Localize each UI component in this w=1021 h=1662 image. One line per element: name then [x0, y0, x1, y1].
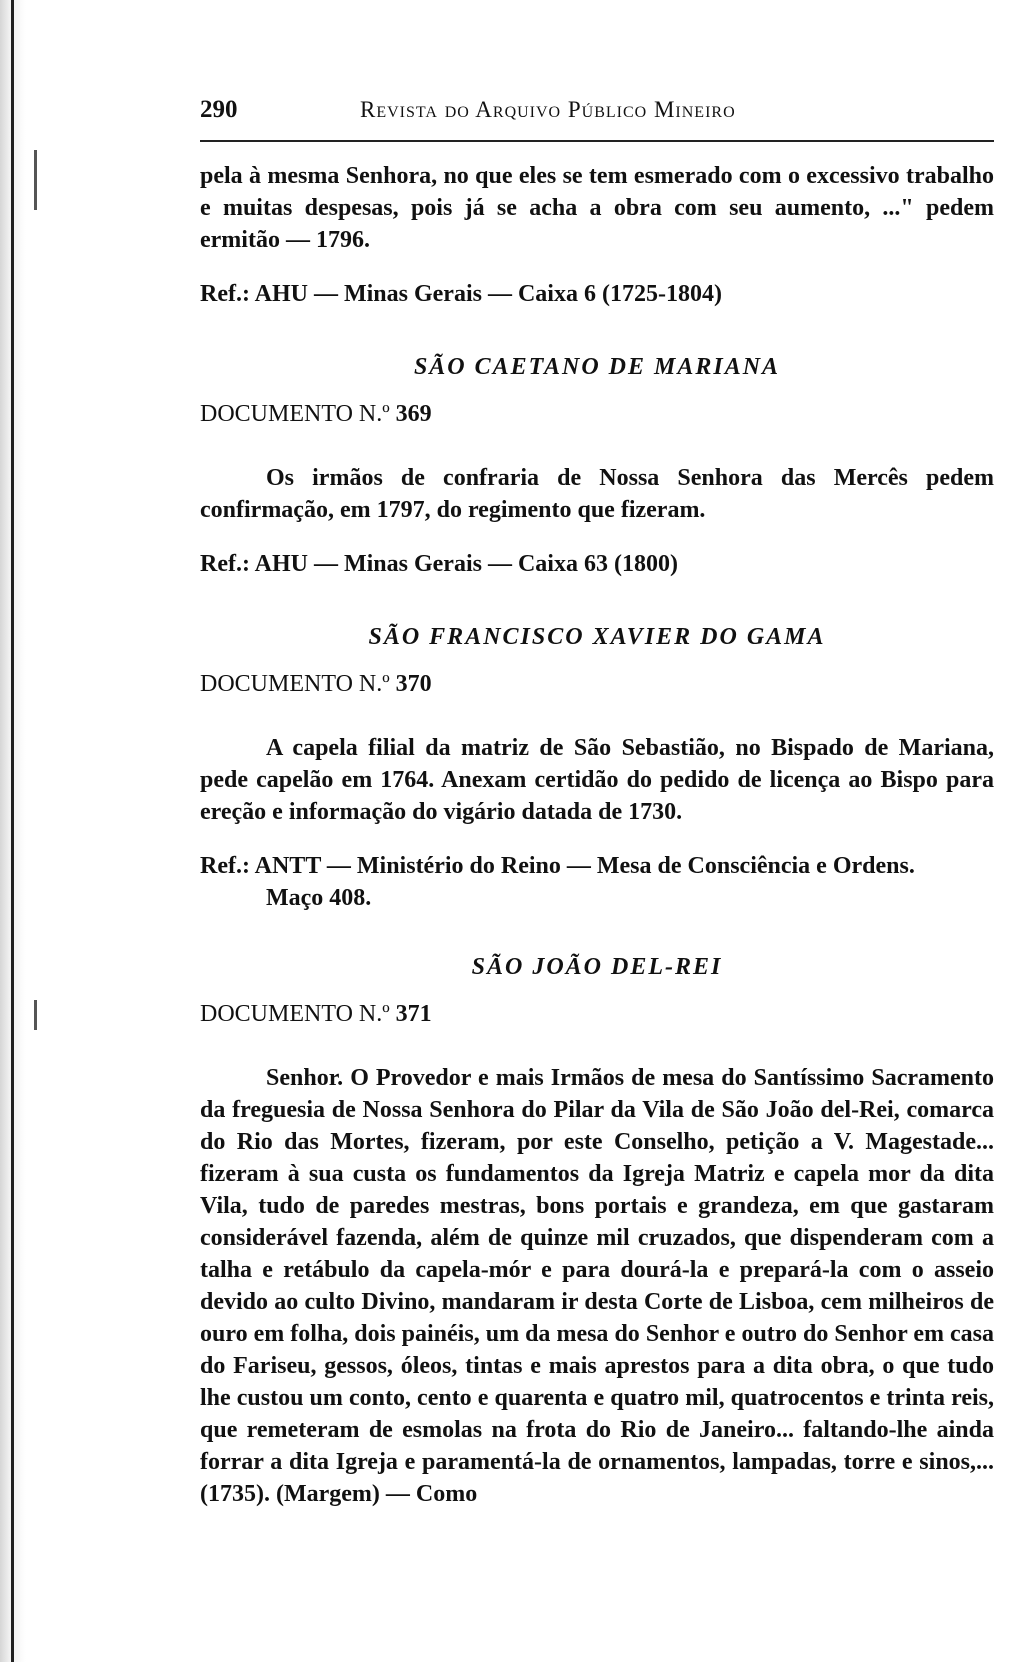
document-number	[200, 401, 994, 428]
page-number: 290	[200, 96, 238, 123]
page-header	[200, 96, 994, 142]
binding-mark	[34, 150, 37, 210]
opening-reference: Ref.: AHU — Minas Gerais — Caixa 6 (1725-1804)	[200, 281, 722, 307]
document-number	[200, 671, 994, 698]
page	[200, 96, 994, 1510]
place-heading: SÃO FRANCISCO XAVIER DO GAMA	[368, 624, 826, 650]
document-number-value: 370	[395, 671, 432, 697]
document-number	[200, 1001, 994, 1028]
reference-continuation: Maço 408.	[266, 885, 372, 911]
document-label: DOCUMENTO N.º	[200, 401, 390, 427]
place-heading: SÃO JOÃO DEL-REI	[471, 954, 723, 980]
place-heading: SÃO CAETANO DE MARIANA	[413, 354, 781, 380]
document-summary: Os irmãos de confraria de Nossa Senhora das Mercês pedem confirmação, em 1797, do regimento que fizeram.	[200, 465, 994, 523]
document-reference	[200, 850, 994, 914]
binding-mark	[34, 1000, 37, 1030]
opening-paragraph: pela à mesma Senhora, no que eles se tem esmerado com o excessivo trabalho e muitas despesas, pois já se acha a obra com seu aumento, ..." pedem ermitão — 1796.	[200, 163, 994, 253]
document-transcription: Senhor. O Provedor e mais Irmãos de mesa do Santíssimo Sacramento da freguesia de Nossa Senhora do Pilar da Vila de São João del-Rei, comarca do Rio das Mortes, fizeram, por este Conselho, petição a V. Magestade... fizeram à sua custa os fundamentos da Igreja Matriz e capela mor da dita Vila, tudo de paredes mestras, bons portais e grandeza, em que gastaram considerável fazenda, além de quinze mil cruzados, que dispenderam com a talha e retábulo da capela-mór e para dourá-la e prepará-la com o asseio devido ao culto Divino, mandaram ir desta Corte de Lisboa, cem milheiros de ouro em folha, dois painéis, um da mesa do Senhor e outro do Senhor em casa do Fariseu, gessos, óleos, tintas e mais aprestos para a dita obra, o que tudo lhe custou um conto, cento e quarenta e quatro mil, quatrocentos e trinta reis, que remeteram de esmolas na frota do Rio de Janeiro... faltando-lhe ainda forrar a dita Igreja e paramentá-la de ornamentos, lampadas, torre e sinos,... (1735). (Margem) — Como	[200, 1065, 994, 1507]
binding-line	[11, 0, 14, 1662]
document-reference	[200, 548, 994, 580]
document-summary: A capela filial da matriz de São Sebastião, no Bispado de Mariana, pede capelão em 1764. Anexam certidão do pedido de licença ao Bispo para ereção e informação do vigário datada de 1730.	[200, 735, 994, 825]
document-label: DOCUMENTO N.º	[200, 1001, 390, 1027]
document-label: DOCUMENTO N.º	[200, 671, 390, 697]
reference-line: Ref.: AHU — Minas Gerais — Caixa 63 (1800)	[200, 551, 678, 577]
document-number-value: 371	[395, 1001, 432, 1027]
document-number-value: 369	[395, 401, 432, 427]
running-title: Revista do Arquivo Público Mineiro	[360, 97, 736, 122]
reference-line: Ref.: ANTT — Ministério do Reino — Mesa de Consciência e Ordens.	[200, 853, 915, 879]
